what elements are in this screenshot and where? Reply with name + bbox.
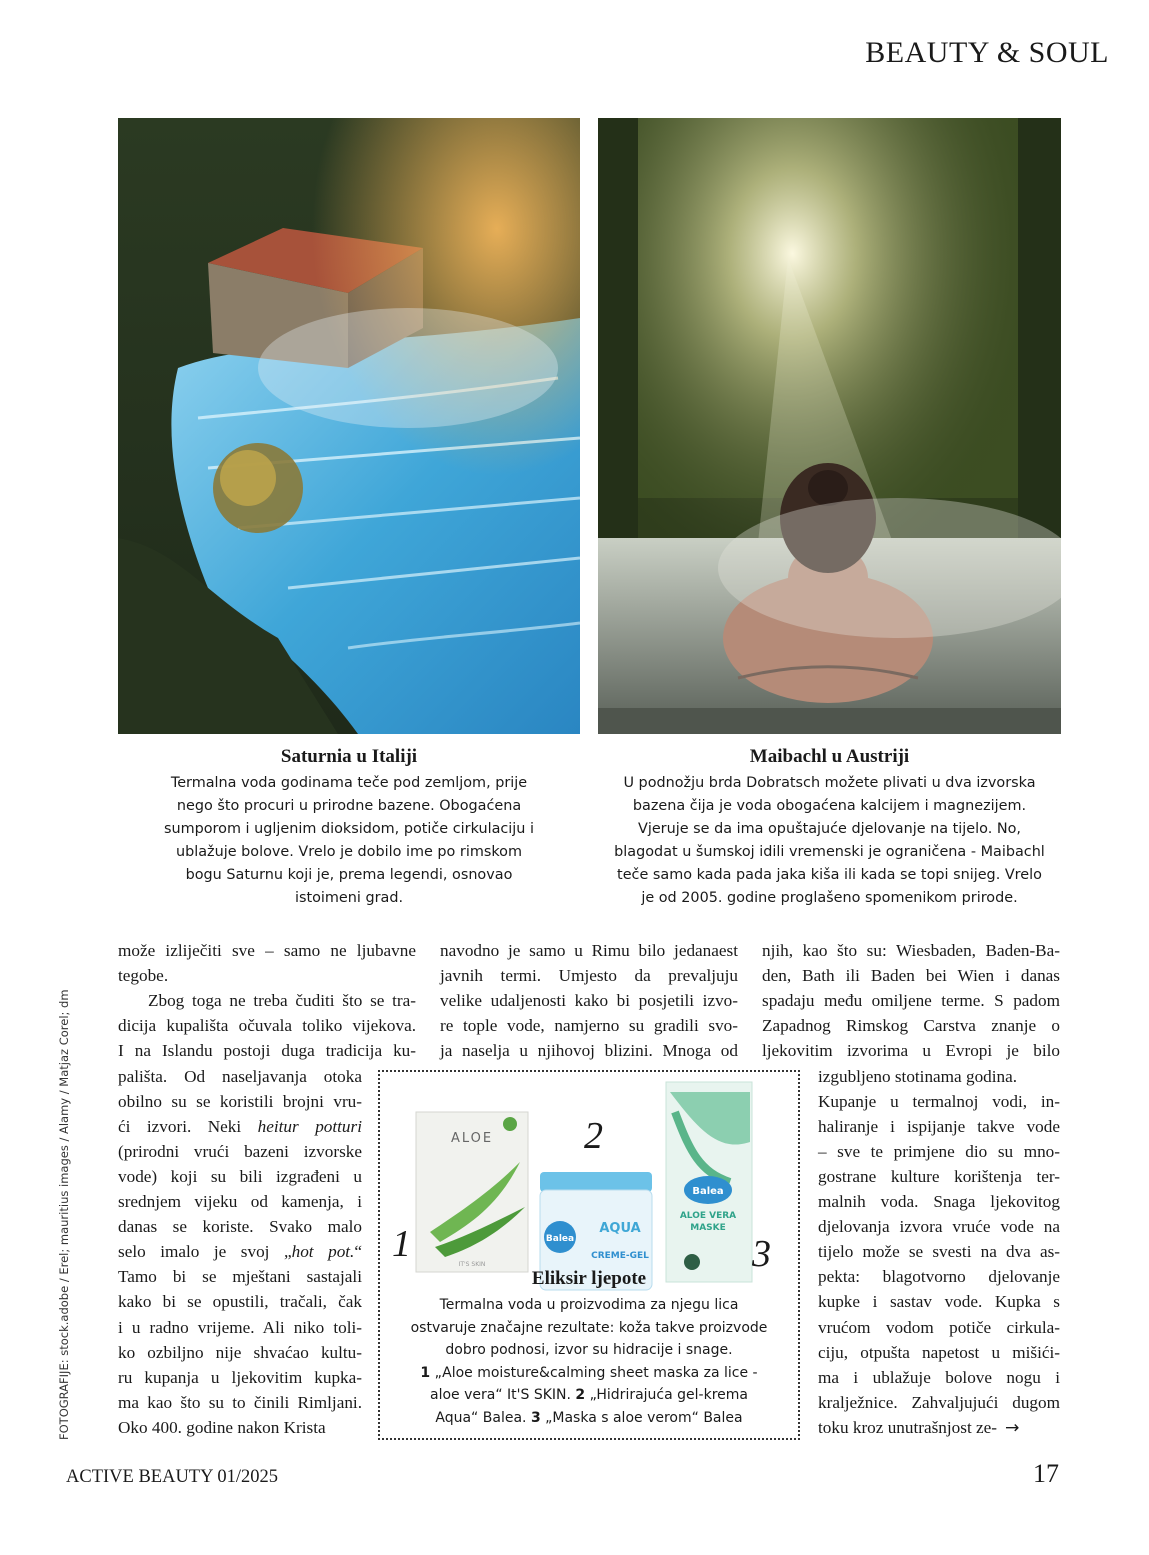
body-line: Kupanje u termalnoj vodi, in- <box>818 1091 1060 1111</box>
item-text: aloe vera“ It'S SKIN. <box>430 1387 571 1403</box>
body-line: toku kroz unutrašnjost ze- → <box>818 1415 1060 1440</box>
magazine-footer: ACTIVE BEAUTY 01/2025 <box>66 1467 279 1487</box>
body-line: den, Bath ili Baden bei Wien i danas <box>762 966 1060 986</box>
svg-text:MASKE: MASKE <box>690 1223 726 1233</box>
caption-line: U podnožju brda Dobratsch možete plivati u dva izvorska <box>623 775 1036 791</box>
body-line: može izliječiti sve – samo ne ljubavne <box>118 941 416 960</box>
caption-line: nego što procuri u prirodne bazene. Obogaćena <box>176 798 522 814</box>
body-line: navodno je samo u Rimu bilo jedanaest <box>440 941 738 960</box>
item-text: „Hidrirajuća gel-krema <box>589 1387 748 1403</box>
svg-text:Balea: Balea <box>692 1186 724 1197</box>
saturnia-caption <box>118 746 580 910</box>
maibachl-caption-title: Maibachl u Austriji <box>749 746 910 767</box>
saturnia-caption-title: Saturnia u Italiji <box>280 746 418 767</box>
box-text <box>392 1294 786 1429</box>
caption-line: ublažuje bolove. Vrelo je dobilo ime po rimskom <box>175 844 522 860</box>
maibachl-caption-text <box>598 772 1061 910</box>
body-line: javnih termi. Umjesto da prevaljuju <box>440 966 738 986</box>
caption-line: bazena čija je voda obogaćena kalcijem i magnezijem. <box>632 798 1027 814</box>
box-item <box>392 1384 786 1407</box>
body-line: (prirodni vrući bazeni izvorske <box>118 1141 362 1161</box>
item-text: Aqua“ Balea. <box>435 1409 527 1426</box>
saturnia-photo <box>118 118 580 734</box>
body-line: Oko 400. godine nakon Krista <box>118 1417 326 1437</box>
body-line: – sve te primjene dio su mno- <box>818 1141 1060 1161</box>
body-line: re tople vode, namjerno su gradili svo- <box>440 1016 738 1036</box>
box-line: Termalna voda u proizvodima za njegu lica <box>439 1297 739 1313</box>
body-line: pekta: blagotvorno djelovanje <box>818 1267 1060 1287</box>
body-line: kako bi se opustili, tračali, čak <box>118 1292 362 1312</box>
body-line: tegobe. <box>118 966 169 986</box>
product-number-3: 3 <box>752 1233 771 1275</box>
caption-line: Vjeruje se da ima opuštajuće djelovanje na tijelo. No, <box>637 821 1022 837</box>
box-item <box>392 1407 786 1430</box>
body-line: vrućom vodom potiče cirkula- <box>818 1317 1060 1337</box>
body-line: pališta. Od naseljavanja otoka <box>118 1066 362 1086</box>
body-line: kralježnice. Zahvaljujući dugom <box>818 1392 1060 1412</box>
caption-line: teče samo kada pada jaka kiša ili kada se topi snijeg. Vrelo <box>617 867 1042 883</box>
body-line: dicija kupališta očuvala toliko vijekova. <box>118 1016 416 1036</box>
body-line: ljekovitim izvorima u Evropi je bilo <box>762 1041 1060 1061</box>
body-line: Tamo bi se mještani sastajali <box>118 1267 362 1287</box>
body-line: njih, kao što su: Wiesbaden, Baden-Ba- <box>762 941 1060 960</box>
body-line: obilno su se koristili brojni vru- <box>118 1091 362 1111</box>
body-line: malnih voda. Snaga ljekovitog <box>818 1192 1060 1211</box>
body-line: gostrane kulture korištenja ter- <box>818 1166 1060 1186</box>
body-line: izgubljeno stotinama godina. <box>818 1066 1018 1086</box>
product-number-2: 2 <box>584 1115 603 1157</box>
maibachl-caption <box>598 746 1061 910</box>
item-text: „Maska s aloe verom“ Balea <box>545 1409 743 1426</box>
item-text: „Aloe moisture&calming sheet maska za lice - <box>434 1364 758 1381</box>
caption-line: Termalna voda godinama teče pod zemljom, prije <box>170 775 528 791</box>
page-number: 17 <box>1033 1459 1059 1488</box>
box-item <box>392 1362 786 1385</box>
maibachl-photo <box>598 118 1061 734</box>
body-line: ma kao što su to činili Rimljani. <box>118 1392 362 1412</box>
body-line: ći izvori. Neki heitur potturi <box>118 1116 362 1136</box>
caption-line: bogu Saturnu koji je, prema legendi, osnovao <box>185 867 513 883</box>
body-line: Zbog toga ne treba čuditi što se tra- <box>148 991 416 1011</box>
body-line: velike udaljenosti kako bi posjetili izvo- <box>440 991 738 1011</box>
body-line: ciju, otpušta napetost u mišići- <box>818 1342 1060 1362</box>
svg-text:CREME-GEL: CREME-GEL <box>591 1251 649 1261</box>
body-line: I na Islandu postoji duga tradicija ku- <box>118 1041 416 1061</box>
svg-text:IT'S SKIN: IT'S SKIN <box>458 1261 486 1268</box>
caption-line: blagodat u šumskoj idili vremenski je ograničena - Maibachl <box>614 844 1045 860</box>
body-line: srednjem vijeku od kamenja, i <box>118 1192 362 1211</box>
body-line: vode) koji su bili izgrađeni u <box>118 1166 362 1186</box>
body-line: i u radno vrijeme. Ali niko toli- <box>118 1317 362 1337</box>
box-line: ostvaruje značajne rezultate: koža takve proizvode <box>410 1319 768 1336</box>
caption-line: je od 2005. godine proglašeno spomenikom prirode. <box>641 890 1018 906</box>
body-line: ko ozbiljno nije shvaćao kultu- <box>118 1342 362 1362</box>
body-line: spadaju među omiljene terme. S padom <box>762 991 1060 1011</box>
aloe-sheet-mask-product <box>416 1112 528 1272</box>
box-line: dobro podnosi, izvor su hidracije i snage. <box>445 1342 733 1358</box>
item-number: 2 <box>575 1387 586 1403</box>
svg-text:ALOE: ALOE <box>450 1131 494 1146</box>
svg-text:Balea: Balea <box>545 1234 575 1244</box>
photo-credit: FOTOGRAFIJE: stock.adobe / Erel; mauritius images / Alamy / Matjaz Corel; dm <box>57 989 71 1440</box>
svg-text:ALOE VERA: ALOE VERA <box>679 1211 737 1221</box>
aloe-vera-maske-product <box>666 1082 752 1282</box>
saturnia-caption-text <box>118 772 580 910</box>
body-line: ma i ublažuje bolove nogu i <box>818 1367 1060 1387</box>
continue-arrow-icon: → <box>1005 1417 1020 1438</box>
body-line: kupke i sastav vode. Kupka s <box>818 1292 1060 1312</box>
svg-text:AQUA: AQUA <box>599 1221 641 1236</box>
body-line: haliranje i ispijanje takve vode <box>818 1116 1060 1136</box>
item-number: 3 <box>530 1409 541 1426</box>
item-number: 1 <box>420 1364 431 1381</box>
body-line: selo imalo je svoj „hot pot.“ <box>118 1242 362 1262</box>
body-line: djelovanja izvora vruće vode na <box>818 1217 1060 1237</box>
box-title: Eliksir ljepote <box>531 1268 647 1289</box>
body-line: ja naselja u njihovoj blizini. Mnoga od <box>440 1041 738 1061</box>
body-line: danas se koriste. Svako malo <box>118 1217 362 1237</box>
section-title: BEAUTY & SOUL <box>865 36 1109 69</box>
body-line: tijelo može se svesti na dva as- <box>818 1242 1060 1262</box>
caption-line: sumporom i ugljenim dioksidom, potiče cirkulaciju i <box>163 821 534 837</box>
body-line: Zapadnog Rimskog Carstva znanje o <box>762 1016 1060 1036</box>
product-number-1: 1 <box>392 1223 411 1265</box>
caption-line: istoimeni grad. <box>294 890 404 906</box>
body-line: ru kupanja u ljekovitim kupka- <box>118 1367 362 1387</box>
